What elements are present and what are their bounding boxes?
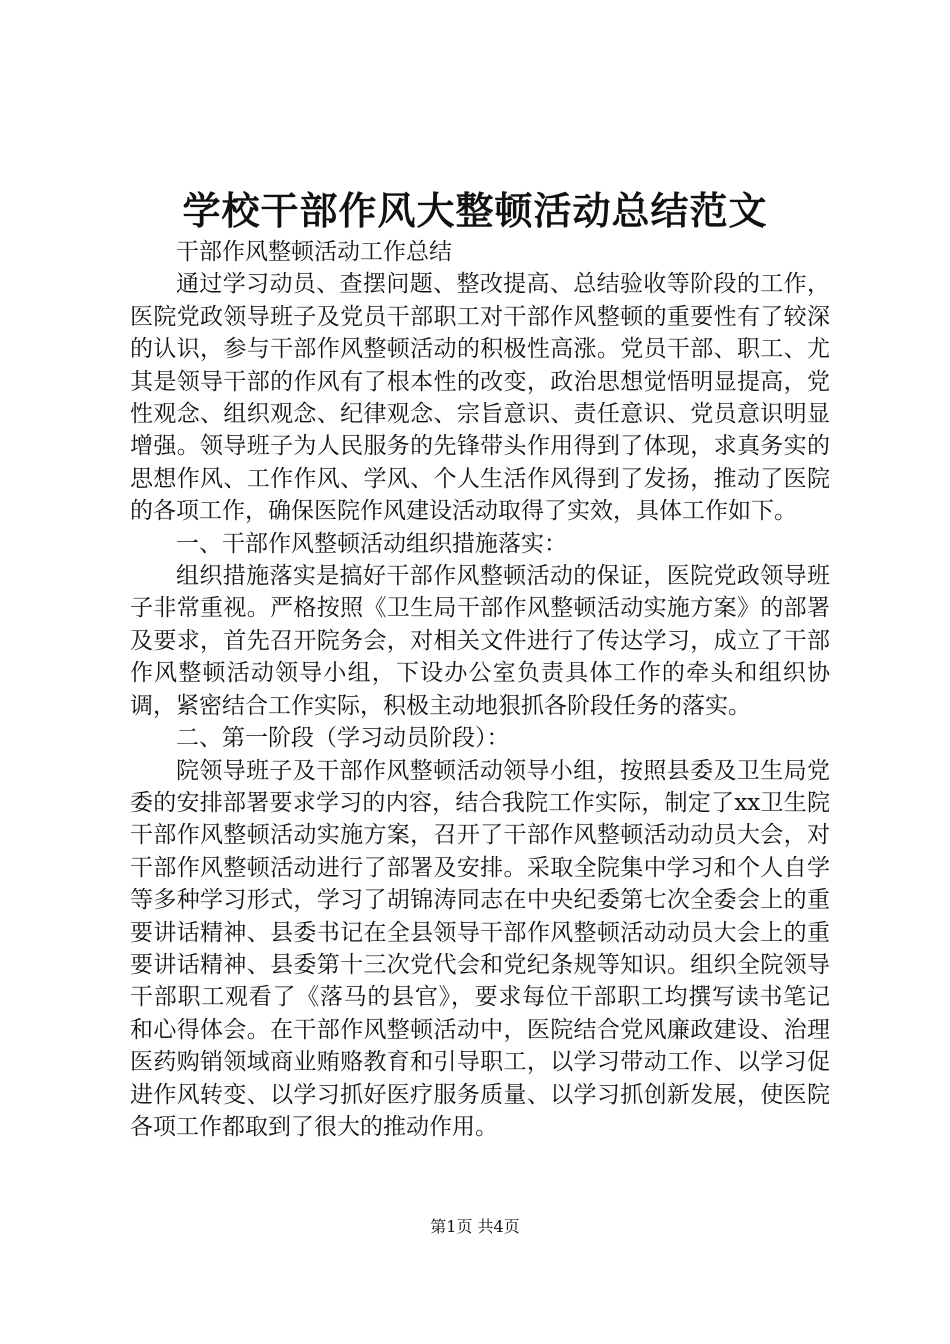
paragraph-intro: 通过学习动员、查摆问题、整改提高、总结验收等阶段的工作，医院党政领导班子及党员干部职工对干部作风整顿的重要性有了较深的认识，参与干部作风整顿活动的积极性高涨。党员干部、职工、尤其是领导干部的作风有了根本性的改变，政治思想觉悟明显提高，党性观念、组织观念、纪律观念、宗旨意识、责任意识、党员意识明显增强。领导班子为人民服务的先锋带头作用得到了体现，求真务实的思想作风、工作作风、学风、个人生活作风得到了发扬，推动了医院的各项工作，确保医院作风建设活动取得了实效，具体工作如下。: [130, 271, 830, 525]
page-number-footer: 第1页 共4页: [430, 1217, 520, 1236]
section-heading-1: 一、干部作风整顿活动组织措施落实：: [176, 530, 567, 557]
paragraph-section-2: 院领导班子及干部作风整顿活动领导小组，按照县委及卫生局党委的安排部署要求学习的内容，结合我院工作实际，制定了xx卫生院干部作风整顿活动实施方案，召开了干部作风整顿活动动员大会，对干部作风整顿活动进行了部署及安排。采取全院集中学习和个人自学等多种学习形式，学习了胡锦涛同志在中央纪委第七次全委会上的重要讲话精神、县委书记在全县领导干部作风整顿活动动员大会上的重要讲话精神、县委第十三次党代会和党纪条规等知识。组织全院领导干部职工观看了《落马的县官》，要求每位干部职工均撰写读书笔记和心得体会。在干部作风整顿活动中，医院结合党风廉政建设、治理医药购销领域商业贿赂教育和引导职工，以学习带动工作、以学习促进作风转变、以学习抓好医疗服务质量、以学习抓创新发展，使医院各项工作都取到了很大的推动作用。: [130, 757, 830, 1140]
section-heading-2: 二、第一阶段（学习动员阶段）：: [176, 725, 510, 752]
document-body: [130, 236, 830, 1143]
paragraph-section-1: 组织措施落实是搞好干部作风整顿活动的保证，医院党政领导班子非常重视。严格按照《卫生局干部作风整顿活动实施方案》的部署及要求，首先召开院务会，对相关文件进行了传达学习，成立了干部作风整顿活动领导小组，下设办公室负责具体工作的牵头和组织协调，紧密结合工作实际，积极主动地狠抓各阶段任务的落实。: [130, 563, 830, 719]
paragraph-subtitle: 干部作风整顿活动工作总结: [176, 239, 452, 265]
document-title: 学校干部作风大整顿活动总结范文: [182, 188, 768, 233]
